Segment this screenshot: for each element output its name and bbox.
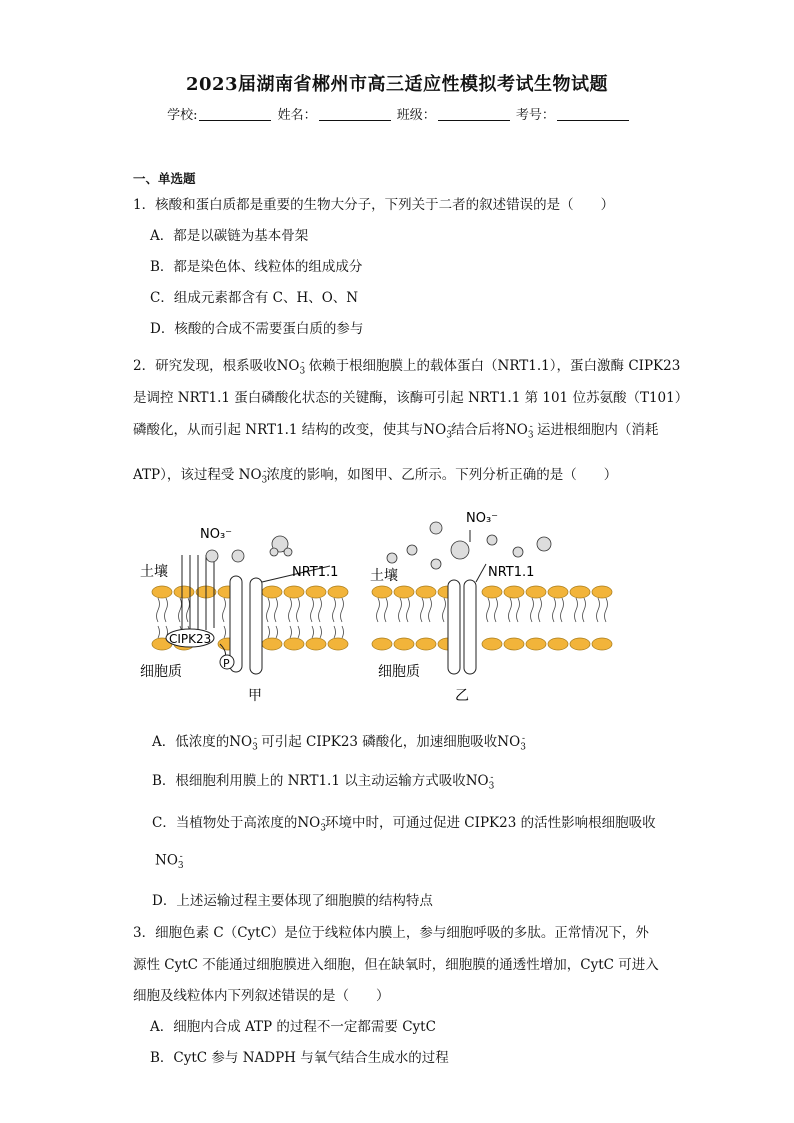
q1-option-b: B．都是染色体、线粒体的组成成分 <box>150 259 363 275</box>
class-blank <box>438 108 510 121</box>
q3-line-2: 源性 CytC 不能通过细胞膜进入细胞，但在缺氧时，细胞膜的通透性增加，CytC 可进入 <box>133 957 659 973</box>
panel-b-cytoplasm-label: 细胞质 <box>378 664 420 680</box>
q3-option-a: A．细胞内合成 ATP 的过程不一定都需要 CytC <box>150 1019 436 1035</box>
exam-no-blank <box>557 108 629 121</box>
panel-b-lipid-tails <box>377 598 608 622</box>
q1-option-a: A．都是以碳链为基本骨架 <box>150 228 309 244</box>
name-label: 姓名： <box>277 108 317 123</box>
school-blank <box>199 108 271 121</box>
q1-option-d: D．核酸的合成不需要蛋白质的参与 <box>150 321 364 337</box>
q2-option-a: A．低浓度的$NO_3^-$ 可引起 CIPK23 磷酸化，加速细胞吸收$NO_3^-$ <box>152 733 526 753</box>
q3-line-3: 细胞及线粒体内下列叙述错误的是（ ） <box>133 988 390 1004</box>
q2-option-d: D．上述运输过程主要体现了细胞膜的结构特点 <box>152 893 433 909</box>
panel-b-no3-label: NO₃⁻ <box>466 511 499 526</box>
q2-line-4: ATP），该过程受 $NO_3^-$浓度的影响，如图甲、乙所示。下列分析正确的是（ ） <box>133 466 618 486</box>
panel-a-soil-label: 土壤 <box>140 564 168 580</box>
membrane-diagram <box>130 500 670 710</box>
q2-option-b: B．根细胞利用膜上的 NRT1.1 以主动运输方式吸收$NO_3^-$ <box>152 772 495 792</box>
q3-option-b: B．CytC 参与 NADPH 与氧气结合生成水的过程 <box>150 1050 449 1066</box>
panel-a-nrt-channel <box>230 576 262 674</box>
panel-b-lipid-bottom <box>372 638 612 650</box>
panel-a-nrt-label: NRT1.1 <box>292 565 339 580</box>
page-title: 2023届湖南省郴州市高三适应性模拟考试生物试题 <box>185 74 609 95</box>
panel-b-soil-label: 土壤 <box>370 568 398 584</box>
q2-line-1: 2．研究发现，根系吸收$NO_3^-$ 依赖于根细胞膜上的载体蛋白（NRT1.1），蛋白激酶 CIPK23 <box>133 357 681 377</box>
q1-option-c: C．组成元素都含有 C、H、O、N <box>150 290 359 306</box>
panel-a-no3-label: NO₃⁻ <box>200 527 233 542</box>
exam-no-label: 考号： <box>515 108 555 123</box>
membrane-figure <box>130 500 670 710</box>
panel-a-caption: 甲 <box>248 688 262 704</box>
phosphate-label: P <box>223 657 230 670</box>
name-blank <box>319 108 391 121</box>
panel-b-nrt-channel <box>448 580 476 674</box>
student-info-row <box>0 104 794 123</box>
q1-stem: 1．核酸和蛋白质都是重要的生物大分子，下列关于二者的叙述错误的是（ ） <box>133 197 615 213</box>
class-label: 班级： <box>396 108 436 123</box>
q2-line-3: 磷酸化，从而引起 NRT1.1 结构的改变，使其与$NO_3^-$结合后将$NO_3^-$ 运进根细胞内（消耗 <box>133 421 659 441</box>
panel-b-lipid-top <box>372 586 612 598</box>
panel-a-cytoplasm-label: 细胞质 <box>140 664 182 680</box>
school-label: 学校: <box>167 108 198 123</box>
q2-option-c: C．当植物处于高浓度的$NO_3^-$环境中时，可通过促进 CIPK23 的活性影响根细胞吸收 <box>152 814 656 834</box>
q3-line-1: 3．细胞色素 C（CytC）是位于线粒体内膜上，参与细胞呼吸的多肽。正常情况下，外 <box>133 925 649 941</box>
cipk23-label: CIPK23 <box>169 632 212 646</box>
q2-option-c-continued: $NO_3^-$ <box>155 852 184 872</box>
panel-b-caption: 乙 <box>455 688 469 704</box>
q2-line-2: 是调控 NRT1.1 蛋白磷酸化状态的关键酶，该酶可引起 NRT1.1 第 101 位苏氨酸（T101） <box>133 390 689 406</box>
panel-b-no3-molecules <box>387 522 551 569</box>
section-heading: 一、单选题 <box>133 171 196 186</box>
panel-b-nrt-label: NRT1.1 <box>488 565 535 580</box>
